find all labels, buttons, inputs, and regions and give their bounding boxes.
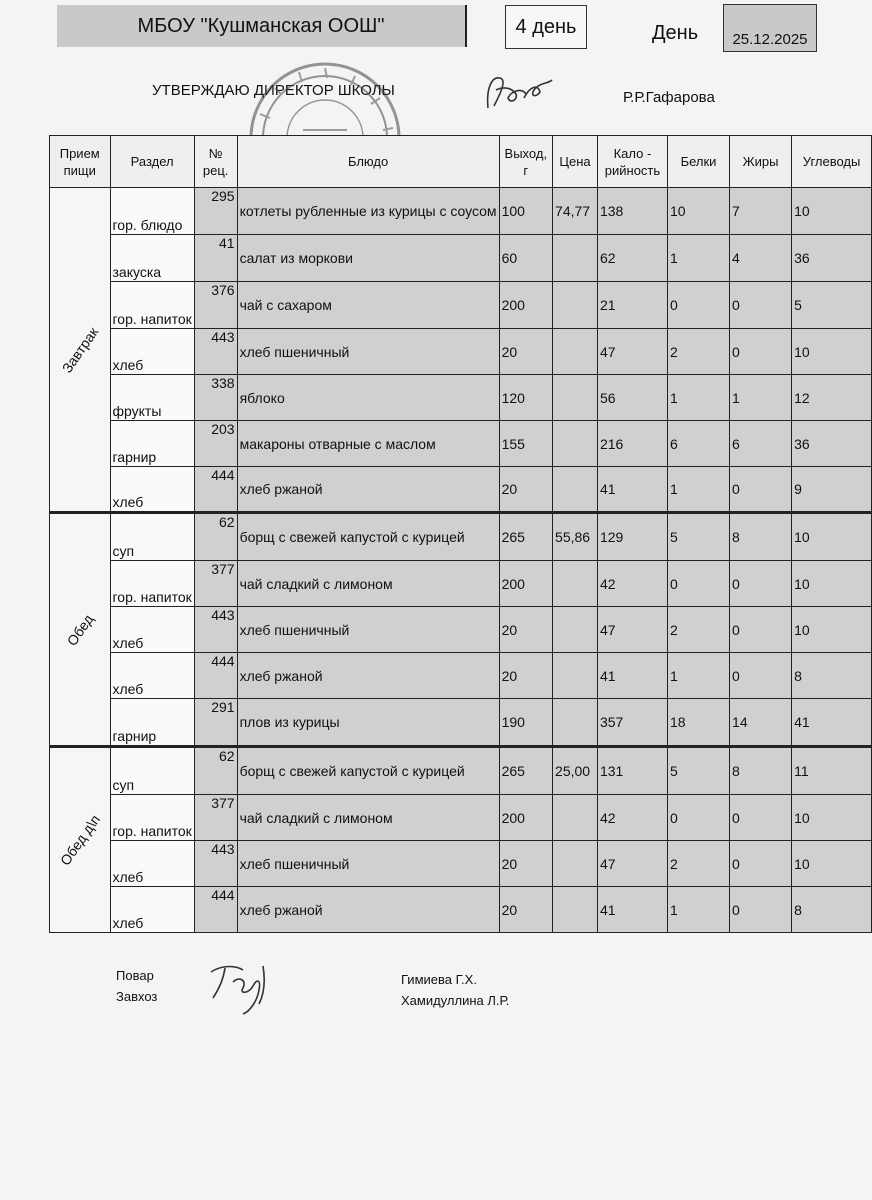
cell-carbs: 36 [792,421,872,467]
cell-cal: 47 [597,841,667,887]
cell-fat: 0 [730,795,792,841]
cell-fat: 0 [730,467,792,513]
cell-carbs: 10 [792,329,872,375]
cell-fat: 8 [730,747,792,795]
cell-cal: 62 [597,235,667,282]
cell-price: 55,86 [553,513,598,561]
storekeeper-label: Завхоз [116,989,158,1004]
cell-protein: 10 [667,188,729,235]
cell-dish: хлеб пшеничный [237,607,499,653]
cell-carbs: 12 [792,375,872,421]
cell-rec: 62 [194,513,237,561]
cell-protein: 1 [667,235,729,282]
cell-protein: 1 [667,653,729,699]
cell-protein: 2 [667,841,729,887]
cell-carbs: 36 [792,235,872,282]
cell-carbs: 8 [792,887,872,933]
cell-yield: 200 [499,795,552,841]
day-label: День [652,22,699,44]
staff-labels [116,965,157,1007]
table-header-row [50,136,872,188]
table-row [50,653,872,699]
school-name: МБОУ "Кушманская ООШ" [57,5,467,47]
cell-section: гор. напиток [110,795,194,841]
table-row [50,561,872,607]
cell-yield: 20 [499,467,552,513]
cell-fat: 0 [730,841,792,887]
meal-name: Завтрак [58,323,102,376]
cell-carbs: 10 [792,795,872,841]
cell-yield: 190 [499,699,552,747]
col-protein: Белки [667,136,729,188]
cell-section: хлеб [110,329,194,375]
cell-yield: 200 [499,282,552,329]
cell-cal: 216 [597,421,667,467]
cell-section: хлеб [110,887,194,933]
cell-cal: 42 [597,795,667,841]
col-carbs: Углеводы [792,136,872,188]
cell-dish: плов из курицы [237,699,499,747]
cell-cal: 131 [597,747,667,795]
table-row [50,375,872,421]
cell-dish: чай сладкий с лимоном [237,795,499,841]
cell-rec: 444 [194,653,237,699]
cell-protein: 18 [667,699,729,747]
cell-dish: макароны отварные с маслом [237,421,499,467]
cell-section: гор. напиток [110,282,194,329]
cell-price [553,699,598,747]
cell-price [553,235,598,282]
cell-carbs: 5 [792,282,872,329]
cell-section: закуска [110,235,194,282]
cell-cal: 138 [597,188,667,235]
cell-dish: борщ с свежей капустой с курицей [237,513,499,561]
cell-fat: 0 [730,607,792,653]
cell-yield: 265 [499,513,552,561]
cell-price: 74,77 [553,188,598,235]
cell-carbs: 10 [792,607,872,653]
cell-protein: 1 [667,375,729,421]
cell-carbs: 10 [792,188,872,235]
col-section: Раздел [110,136,194,188]
cell-section: хлеб [110,653,194,699]
cell-rec: 376 [194,282,237,329]
cell-dish: хлеб ржаной [237,887,499,933]
cell-protein: 0 [667,561,729,607]
cell-rec: 443 [194,329,237,375]
cell-dish: хлеб пшеничный [237,841,499,887]
cell-rec: 444 [194,887,237,933]
col-meal: Прием пищи [50,136,111,188]
director-name: Р.Р.Гафарова [623,89,715,106]
cell-section: хлеб [110,467,194,513]
col-recipe: № рец. [194,136,237,188]
cell-rec: 338 [194,375,237,421]
cell-rec: 41 [194,235,237,282]
cell-rec: 377 [194,795,237,841]
cell-price [553,561,598,607]
cell-cal: 42 [597,561,667,607]
cell-cal: 41 [597,653,667,699]
cell-protein: 6 [667,421,729,467]
cell-dish: чай с сахаром [237,282,499,329]
day-number: 4 день [505,5,587,49]
table-row [50,513,872,561]
cell-rec: 443 [194,607,237,653]
cell-protein: 2 [667,329,729,375]
cell-rec: 377 [194,561,237,607]
cell-yield: 100 [499,188,552,235]
table-row [50,887,872,933]
cell-carbs: 41 [792,699,872,747]
cell-section: суп [110,747,194,795]
table-row [50,188,872,235]
cell-carbs: 10 [792,513,872,561]
cell-protein: 1 [667,887,729,933]
col-calories: Кало - рийность [597,136,667,188]
cell-fat: 4 [730,235,792,282]
cell-yield: 20 [499,841,552,887]
cell-cal: 21 [597,282,667,329]
director-signature [478,68,558,118]
cell-cal: 357 [597,699,667,747]
storekeeper-name: Хамидуллина Л.Р. [401,993,510,1008]
cell-fat: 0 [730,653,792,699]
cell-rec: 443 [194,841,237,887]
cook-signature [203,958,283,1018]
col-price: Цена [553,136,598,188]
cell-fat: 14 [730,699,792,747]
cell-price [553,887,598,933]
table-row [50,795,872,841]
menu-date: 25.12.2025 [723,4,817,52]
meal-name-cell [50,747,111,933]
cell-yield: 155 [499,421,552,467]
cell-fat: 0 [730,887,792,933]
table-row [50,607,872,653]
cell-section: гор. напиток [110,561,194,607]
cell-yield: 265 [499,747,552,795]
cell-cal: 129 [597,513,667,561]
cell-fat: 0 [730,282,792,329]
cell-dish: салат из моркови [237,235,499,282]
cell-section: фрукты [110,375,194,421]
table-row [50,841,872,887]
cell-section: гарнир [110,699,194,747]
cell-rec: 291 [194,699,237,747]
cell-protein: 5 [667,747,729,795]
cell-price [553,795,598,841]
cell-fat: 8 [730,513,792,561]
cook-name: Гимиева Г.Х. [401,972,477,987]
cell-price [553,329,598,375]
cell-cal: 47 [597,607,667,653]
cell-yield: 200 [499,561,552,607]
cell-protein: 5 [667,513,729,561]
cell-fat: 0 [730,329,792,375]
cell-rec: 295 [194,188,237,235]
col-yield: Выход, г [499,136,552,188]
cell-carbs: 10 [792,841,872,887]
cell-price: 25,00 [553,747,598,795]
cell-section: гарнир [110,421,194,467]
cell-dish: чай сладкий с лимоном [237,561,499,607]
cell-cal: 56 [597,375,667,421]
cell-cal: 41 [597,467,667,513]
cell-yield: 60 [499,235,552,282]
cell-dish: хлеб пшеничный [237,329,499,375]
cell-protein: 1 [667,467,729,513]
table-row [50,235,872,282]
cell-rec: 62 [194,747,237,795]
cook-label: Повар [116,968,154,983]
cell-yield: 20 [499,607,552,653]
meal-name-cell [50,188,111,513]
cell-carbs: 10 [792,561,872,607]
cell-fat: 7 [730,188,792,235]
approval-text: УТВЕРЖДАЮ ДИРЕКТОР ШКОЛЫ [152,82,395,99]
cell-yield: 120 [499,375,552,421]
cell-dish: борщ с свежей капустой с курицей [237,747,499,795]
cell-protein: 0 [667,795,729,841]
cell-carbs: 9 [792,467,872,513]
col-dish: Блюдо [237,136,499,188]
table-row [50,282,872,329]
staff-names [401,969,509,1011]
cell-section: гор. блюдо [110,188,194,235]
cell-yield: 20 [499,329,552,375]
cell-rec: 203 [194,421,237,467]
cell-price [553,421,598,467]
col-fat: Жиры [730,136,792,188]
cell-cal: 41 [597,887,667,933]
cell-protein: 2 [667,607,729,653]
cell-cal: 47 [597,329,667,375]
menu-table [49,135,872,933]
meal-name: Обед [63,610,97,649]
cell-price [553,467,598,513]
cell-price [553,653,598,699]
meal-name-cell [50,513,111,747]
table-row [50,467,872,513]
cell-price [553,607,598,653]
cell-dish: котлеты рубленные из курицы с соусом [237,188,499,235]
cell-rec: 444 [194,467,237,513]
table-row [50,329,872,375]
cell-section: суп [110,513,194,561]
table-row [50,699,872,747]
cell-price [553,375,598,421]
cell-dish: хлеб ржаной [237,653,499,699]
cell-carbs: 8 [792,653,872,699]
cell-section: хлеб [110,607,194,653]
cell-fat: 6 [730,421,792,467]
meal-name: Обед д\п [56,811,103,869]
cell-yield: 20 [499,887,552,933]
cell-yield: 20 [499,653,552,699]
cell-dish: хлеб ржаной [237,467,499,513]
cell-fat: 1 [730,375,792,421]
cell-section: хлеб [110,841,194,887]
cell-price [553,282,598,329]
cell-fat: 0 [730,561,792,607]
cell-carbs: 11 [792,747,872,795]
cell-price [553,841,598,887]
table-row [50,421,872,467]
cell-protein: 0 [667,282,729,329]
cell-dish: яблоко [237,375,499,421]
table-row [50,747,872,795]
